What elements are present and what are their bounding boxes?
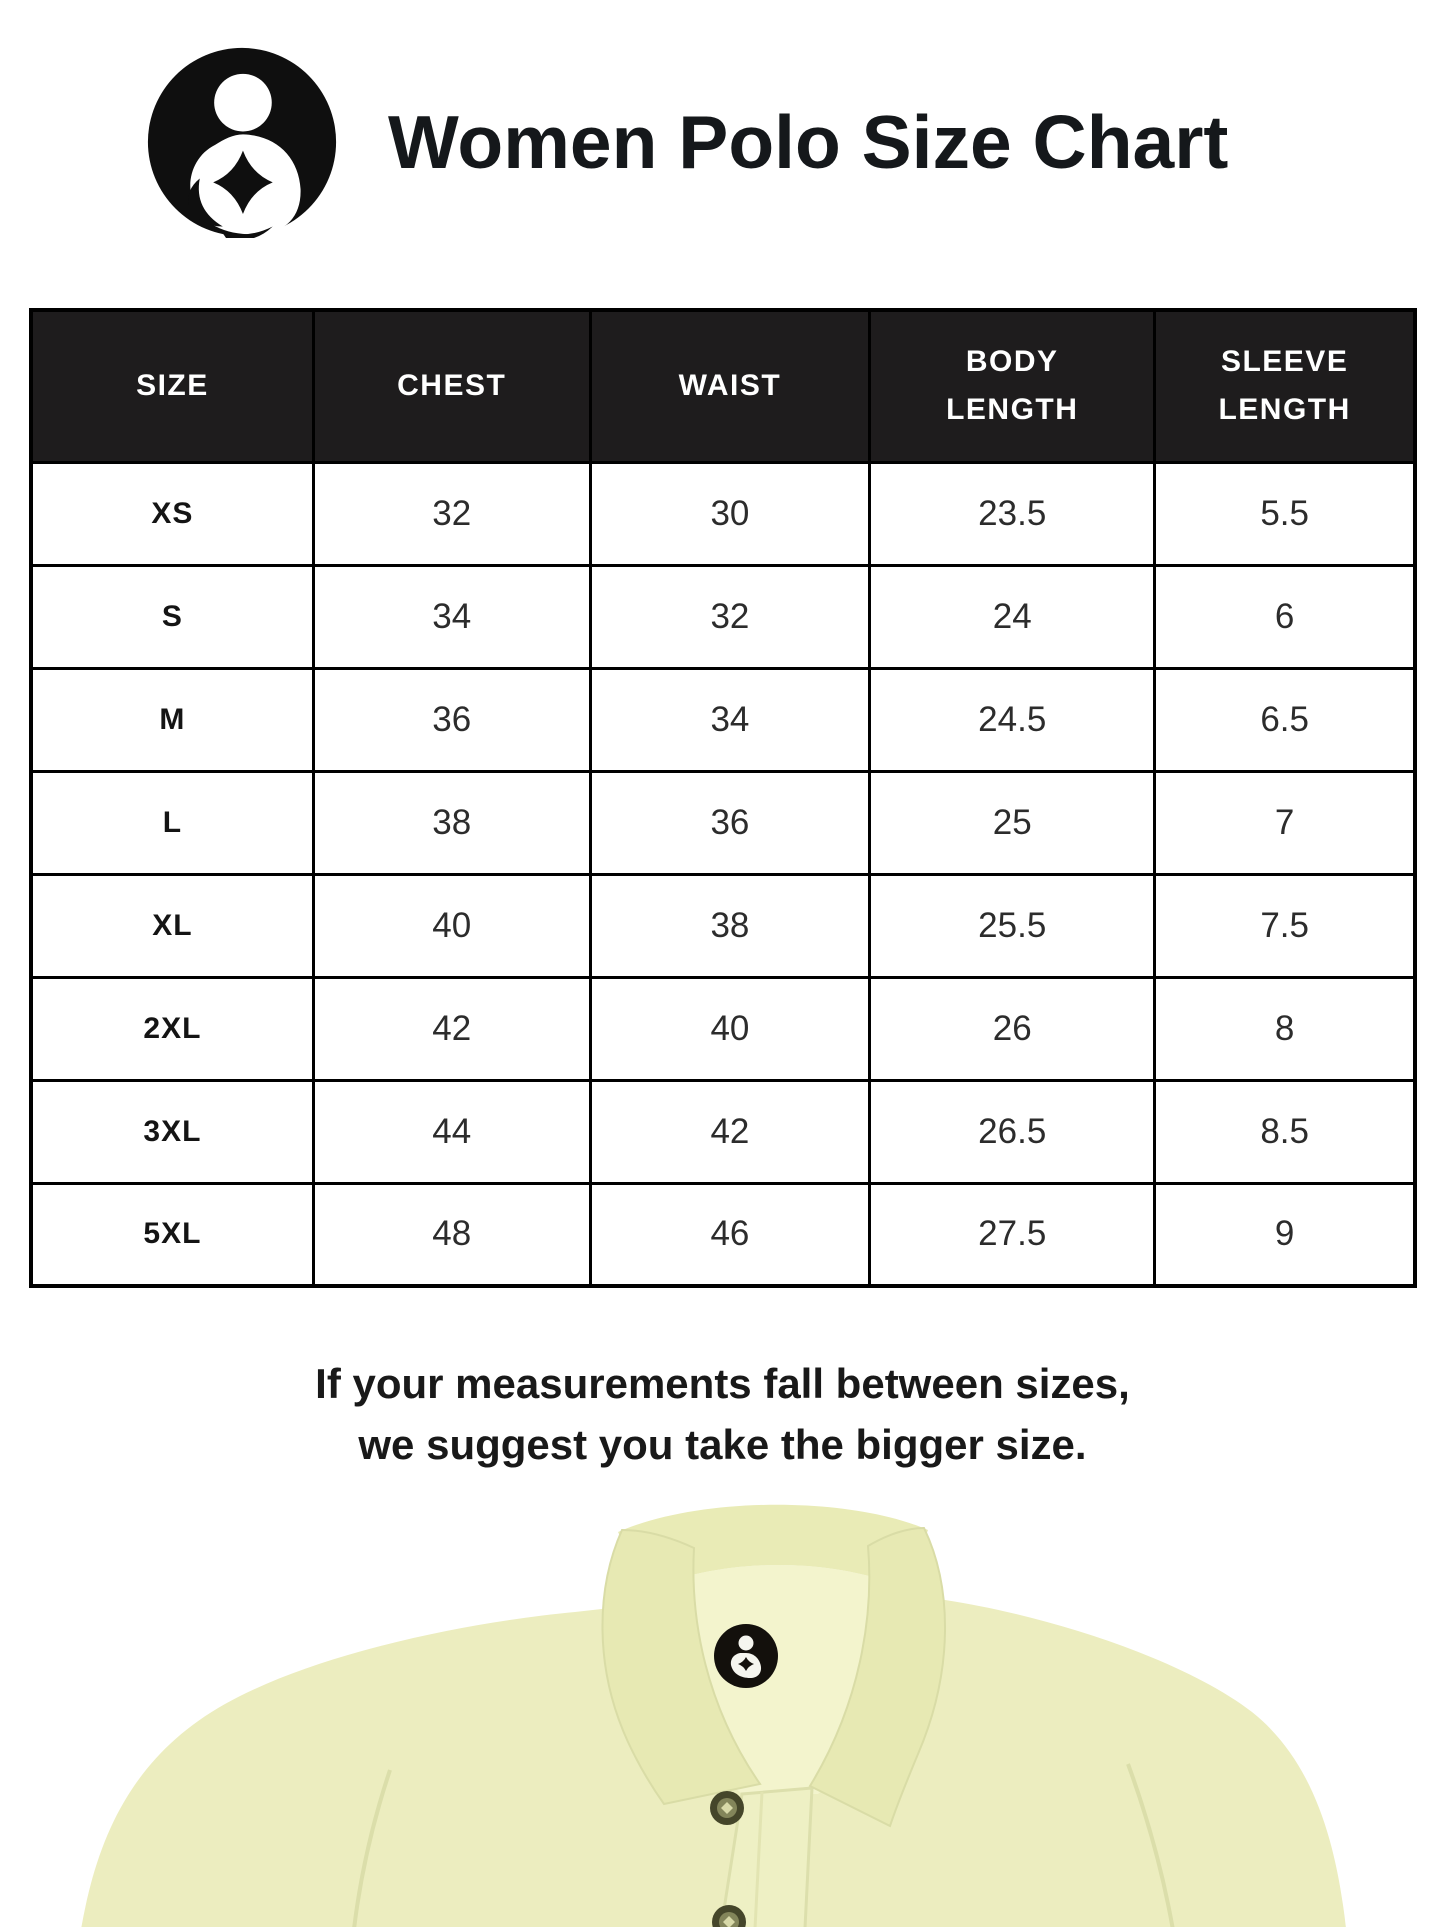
measurement-value: 27.5	[870, 1183, 1155, 1286]
fit-note	[0, 1354, 1445, 1476]
measurement-value: 9	[1155, 1183, 1415, 1286]
measurement-value: 7.5	[1155, 874, 1415, 977]
measurement-value: 46	[590, 1183, 870, 1286]
measurement-value: 36	[313, 668, 590, 771]
measurement-value: 6	[1155, 565, 1415, 668]
table-row	[31, 668, 1415, 771]
measurement-value: 6.5	[1155, 668, 1415, 771]
measurement-value: 26	[870, 977, 1155, 1080]
shirt-button-top	[710, 1791, 744, 1825]
measurement-value: 42	[590, 1080, 870, 1183]
measurement-value: 44	[313, 1080, 590, 1183]
measurement-value: 25	[870, 771, 1155, 874]
table-row	[31, 1183, 1415, 1286]
table-row	[31, 565, 1415, 668]
neck-tag-logo-icon	[714, 1624, 778, 1688]
measurement-value: 7	[1155, 771, 1415, 874]
size-label: S	[31, 565, 313, 668]
brand-header	[0, 0, 1445, 238]
size-label: XS	[31, 462, 313, 565]
fit-note-line1: If your measurements fall between sizes,	[315, 1360, 1130, 1407]
measurement-value: 25.5	[870, 874, 1155, 977]
measurement-value: 40	[590, 977, 870, 1080]
measurement-value: 8.5	[1155, 1080, 1415, 1183]
polo-shirt-image	[0, 1488, 1445, 1927]
measurement-value: 40	[313, 874, 590, 977]
brand-logo-icon	[146, 46, 338, 238]
measurement-value: 42	[313, 977, 590, 1080]
measurement-value: 38	[313, 771, 590, 874]
measurement-value: 36	[590, 771, 870, 874]
size-label: 3XL	[31, 1080, 313, 1183]
table-header-row	[31, 310, 1415, 462]
table-body	[31, 462, 1415, 1286]
measurement-value: 26.5	[870, 1080, 1155, 1183]
polo-shirt-graphic	[0, 1488, 1445, 1927]
column-header-body-length: BODY LENGTH	[870, 310, 1155, 462]
page-title: Women Polo Size Chart	[388, 100, 1229, 184]
measurement-value: 24	[870, 565, 1155, 668]
measurement-value: 24.5	[870, 668, 1155, 771]
measurement-value: 5.5	[1155, 462, 1415, 565]
measurement-value: 30	[590, 462, 870, 565]
table-row	[31, 771, 1415, 874]
size-label: 5XL	[31, 1183, 313, 1286]
measurement-value: 34	[590, 668, 870, 771]
measurement-value: 8	[1155, 977, 1415, 1080]
size-label: L	[31, 771, 313, 874]
measurement-value: 23.5	[870, 462, 1155, 565]
column-header-sleeve-length: SLEEVE LENGTH	[1155, 310, 1415, 462]
fit-note-line2: we suggest you take the bigger size.	[358, 1420, 1087, 1468]
size-label: XL	[31, 874, 313, 977]
measurement-value: 48	[313, 1183, 590, 1286]
column-header-waist: WAIST	[590, 310, 870, 462]
table-row	[31, 874, 1415, 977]
measurement-value: 38	[590, 874, 870, 977]
measurement-value: 32	[590, 565, 870, 668]
column-header-chest: CHEST	[313, 310, 590, 462]
table-row	[31, 462, 1415, 565]
table-row	[31, 1080, 1415, 1183]
size-chart-table	[29, 308, 1417, 1288]
column-header-size: SIZE	[31, 310, 313, 462]
table-row	[31, 977, 1415, 1080]
measurement-value: 32	[313, 462, 590, 565]
measurement-value: 34	[313, 565, 590, 668]
size-label: 2XL	[31, 977, 313, 1080]
size-label: M	[31, 668, 313, 771]
